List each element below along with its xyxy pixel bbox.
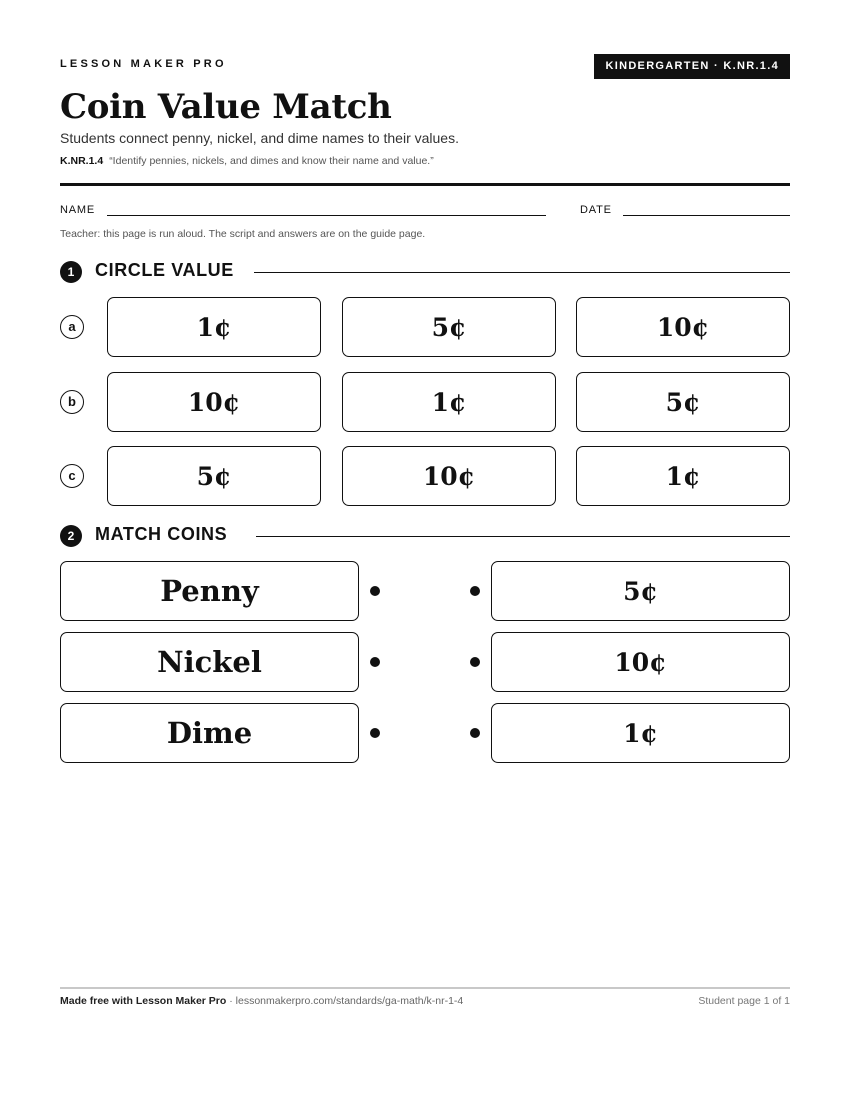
value-option[interactable]: 5¢ (342, 297, 556, 357)
section-rule (254, 272, 790, 273)
section-rule (256, 536, 790, 537)
brand-name: LESSON MAKER PRO (60, 58, 227, 70)
coin-value-box[interactable]: 10¢ (491, 632, 790, 692)
right-match-dot[interactable] (470, 586, 480, 596)
value-option[interactable]: 1¢ (107, 297, 321, 357)
value-option[interactable]: 10¢ (107, 372, 321, 432)
name-label: NAME (60, 204, 95, 216)
row-letter-c: c (60, 464, 84, 488)
name-field[interactable] (107, 215, 546, 216)
page-title: Coin Value Match (60, 87, 392, 127)
standard-code: K.NR.1.4 (60, 155, 104, 167)
coin-value-box[interactable]: 5¢ (491, 561, 790, 621)
date-field[interactable] (623, 215, 790, 216)
value-option[interactable]: 1¢ (342, 372, 556, 432)
section-title: MATCH COINS (95, 524, 228, 544)
left-match-dot[interactable] (370, 586, 380, 596)
value-option[interactable]: 5¢ (107, 446, 321, 506)
value-option[interactable]: 10¢ (576, 297, 790, 357)
left-match-dot[interactable] (370, 728, 380, 738)
footer-separator: · (226, 995, 236, 1007)
right-match-dot[interactable] (470, 728, 480, 738)
coin-name-box[interactable]: Dime (60, 703, 359, 763)
worksheet-page (60, 0, 790, 1100)
page-indicator: Student page 1 of 1 (698, 995, 790, 1007)
header-divider (60, 183, 790, 186)
date-label: DATE (580, 204, 612, 216)
section-number-badge: 2 (60, 525, 82, 547)
left-match-dot[interactable] (370, 657, 380, 667)
section-number-badge: 1 (60, 261, 82, 283)
row-letter-b: b (60, 390, 84, 414)
footer-made-with: Made free with Lesson Maker Pro (60, 995, 227, 1007)
grade-standard-badge: KINDERGARTEN · K.NR.1.4 (594, 54, 790, 79)
teacher-note: Teacher: this page is run aloud. The script and answers are on the guide page. (60, 228, 426, 240)
footer-credit (60, 995, 463, 1007)
standard-description: “Identify pennies, nickels, and dimes and know their name and value.” (109, 155, 434, 167)
page-subtitle: Students connect penny, nickel, and dime names to their values. (60, 130, 459, 146)
coin-name-box[interactable]: Penny (60, 561, 359, 621)
footer-url[interactable]: lessonmakerpro.com/standards/ga-math/k-nr-1-4 (235, 995, 464, 1007)
row-letter-a: a (60, 315, 84, 339)
section-match-coins-header (60, 523, 790, 547)
coin-name-box[interactable]: Nickel (60, 632, 359, 692)
value-option[interactable]: 1¢ (576, 446, 790, 506)
section-title: CIRCLE VALUE (95, 260, 234, 280)
value-option[interactable]: 5¢ (576, 372, 790, 432)
coin-value-box[interactable]: 1¢ (491, 703, 790, 763)
right-match-dot[interactable] (470, 657, 480, 667)
value-option[interactable]: 10¢ (342, 446, 556, 506)
standard-reference (60, 155, 434, 167)
section-circle-value-header (60, 259, 790, 283)
footer-divider (60, 987, 790, 989)
